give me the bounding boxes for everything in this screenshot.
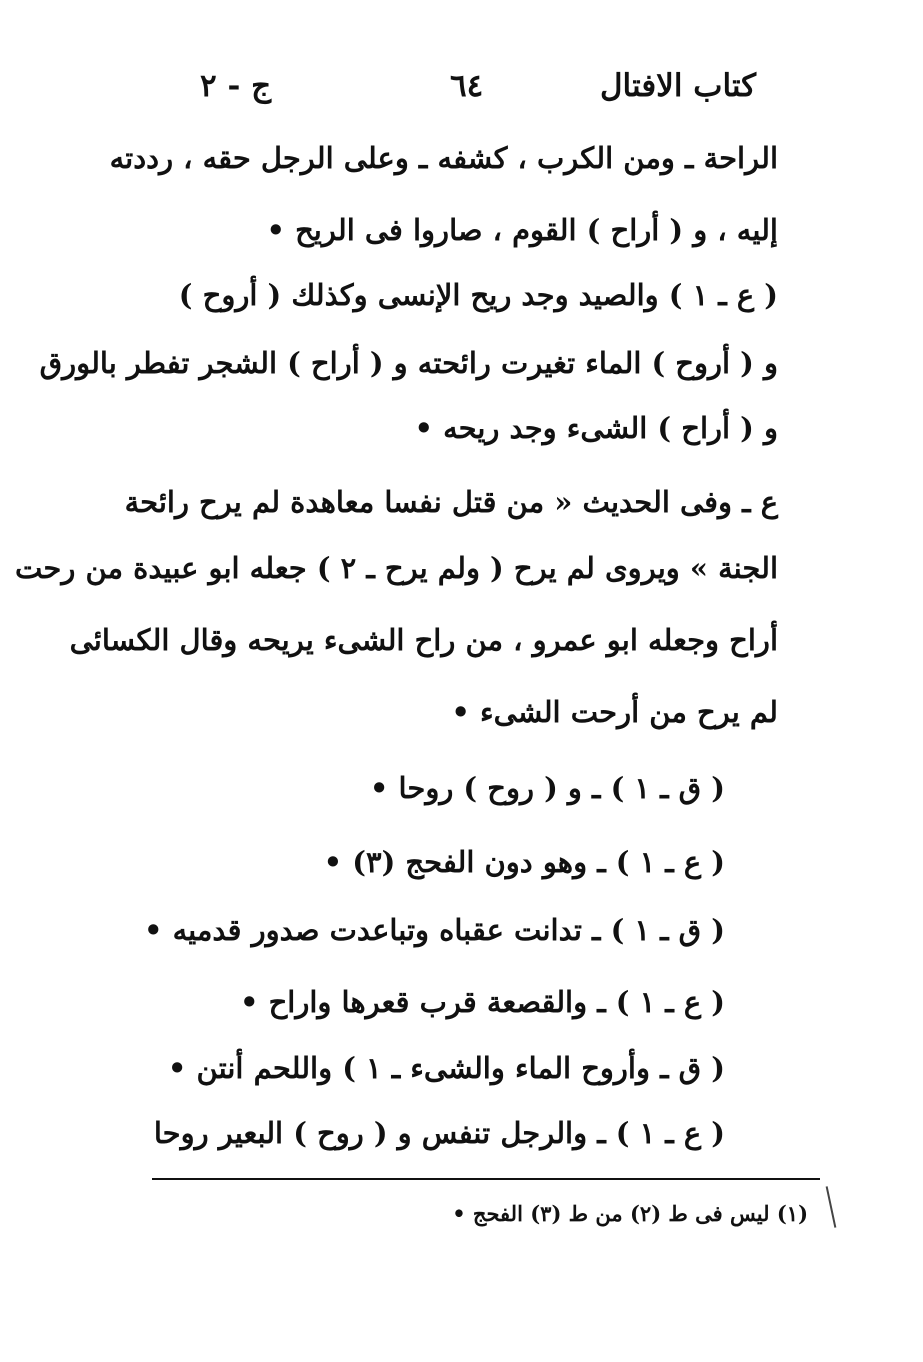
book-title: كتاب الافتال xyxy=(600,68,756,104)
footnote: (١) ليس فى ط (٢) من ط (٣) الفحج • xyxy=(452,1201,808,1226)
footnote-divider xyxy=(152,1178,820,1180)
text-line: الجنة » ويروى لم يرح ( ولم يرح ـ ٢ ) جعله ابو عبيدة من رحت xyxy=(14,551,778,585)
text-line: ( ق ـ وأروح الماء والشىء ـ ١ ) واللحم أنتن • xyxy=(167,1051,725,1085)
page-number: ٦٤ xyxy=(450,68,484,104)
text-line: لم يرح من أرحت الشىء • xyxy=(451,695,778,729)
text-line: ( ق ـ ١ ) ـ و ( روح ) روحا • xyxy=(369,771,725,805)
text-line: ( ع ـ ١ ) والصيد وجد ريح الإنسى وكذلك ( أروح ) xyxy=(178,278,778,312)
text-line: و ( أروح ) الماء تغيرت رائحته و ( أراح ) الشجر تفطر بالورق xyxy=(39,346,778,380)
volume-number: ج - ٢ xyxy=(200,68,272,104)
margin-mark xyxy=(826,1186,837,1227)
text-line: ( ع ـ ١ ) ـ والرجل تنفس و ( روح ) البعير روحا xyxy=(153,1116,725,1150)
text-line: ( ع ـ ١ ) ـ وهو دون الفحج (٣) • xyxy=(323,845,725,879)
text-line: و ( أراح ) الشىء وجد ريحه • xyxy=(414,411,778,445)
text-line: ( ق ـ ١ ) ـ تدانت عقباه وتباعدت صدور قدميه • xyxy=(143,913,725,947)
text-line: ع ـ وفى الحديث « من قتل نفسا معاهدة لم يرح رائحة xyxy=(124,485,778,519)
text-line: إليه ، و ( أراح ) القوم ، صاروا فى الريح • xyxy=(266,213,778,247)
text-line: الراحة ـ ومن الكرب ، كشفه ـ وعلى الرجل حقه ، رددته xyxy=(109,141,778,175)
page-header xyxy=(190,68,756,118)
text-line: أراح وجعله ابو عمرو ، من راح الشىء يريحه وقال الكسائى xyxy=(69,623,778,657)
text-line: ( ع ـ ١ ) ـ والقصعة قرب قعرها واراح • xyxy=(239,985,725,1019)
